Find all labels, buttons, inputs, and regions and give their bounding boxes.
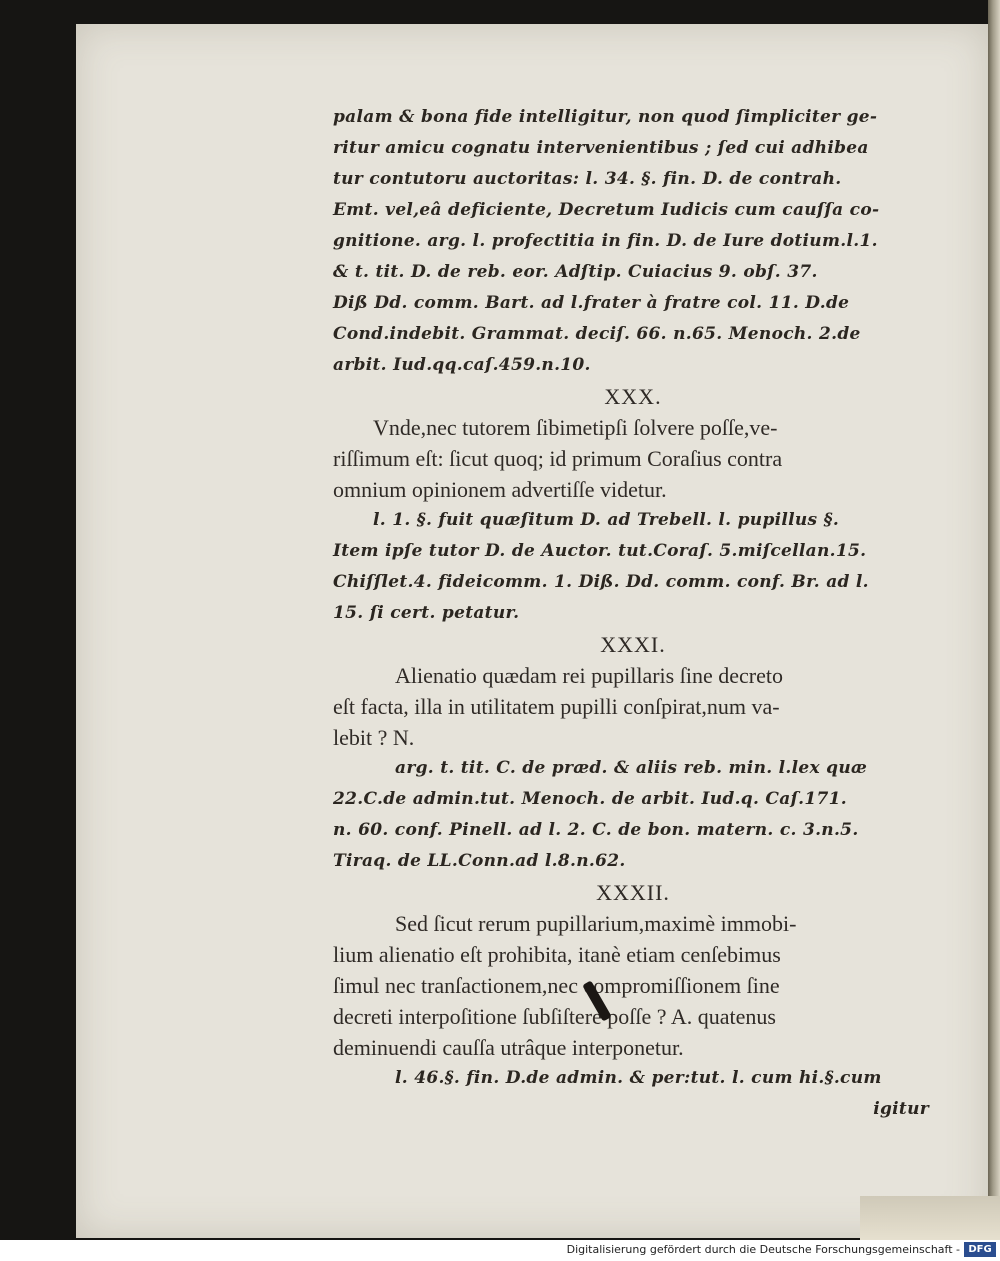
page-edge-right <box>988 0 1000 1240</box>
page-text <box>333 102 933 1125</box>
citation-line: Chiſſlet.4. fideicomm. 1. Diß. Dd. comm. conf. Br. ad l. <box>333 572 869 592</box>
citation-line: 22.C.de admin.tut. Menoch. de arbit. Iud.q. Caſ.171. <box>333 789 848 809</box>
citation-line: 15. ſi cert. petatur. <box>333 603 520 623</box>
citation-line: gnitione. arg. l. profectitia in fin. D. de Iure dotium.l.1. <box>333 231 878 251</box>
citation-line: l. 46.§. fin. D.de admin. & per:tut. l. cum hi.§.cum <box>395 1068 882 1088</box>
citation-line: l. 1. §. fuit quæſitum D. ad Trebell. l. pupillus §. <box>373 510 840 530</box>
text-line: Vnde,nec tutorem ſibimetipſi ſolvere poſſe,ve- <box>373 415 778 440</box>
citation-line: n. 60. conf. Pinell. ad l. 2. C. de bon. matern. c. 3.n.5. <box>333 820 859 840</box>
text-line: riſſimum eſt: ſicut quoq; id primum Coraſius contra <box>333 446 783 471</box>
citation-line: Cond.indebit. Grammat. deciſ. 66. n.65. Menoch. 2.de <box>333 324 861 344</box>
text-line: Alienatio quædam rei pupillaris ſine decreto <box>395 663 783 688</box>
citation-line: Diß Dd. comm. Bart. ad l.frater à fratre col. 11. D.de <box>333 293 850 313</box>
text-line: deminuendi cauſſa utrâque interponetur. <box>333 1035 684 1060</box>
page-edge-bottom <box>860 1196 1000 1240</box>
citation-line: ritur amicu cognatu intervenientibus ; ſed cui adhibea <box>333 138 869 158</box>
citation-line: palam & bona fide intelligitur, non quod ſimpliciter ge- <box>333 107 878 127</box>
citation-line: arbit. Iud.qq.caſ.459.n.10. <box>333 355 591 375</box>
citation-line: Emt. vel,eâ deficiente, Decretum Iudicis cum cauſſa co- <box>333 200 880 220</box>
section-heading: XXXII. <box>596 880 670 905</box>
citation-line: igitur <box>873 1099 929 1119</box>
text-line: ſimul nec tranſactionem,nec compromiſſionem ſine <box>333 973 780 998</box>
section-heading: XXXI. <box>600 632 666 657</box>
text-line: Sed ſicut rerum pupillarium,maximè immobi- <box>395 911 797 936</box>
text-line: eſt facta, illa in utilitatem pupilli conſpirat,num va- <box>333 694 780 719</box>
section-heading: XXX. <box>604 384 662 409</box>
text-line: lebit ? N. <box>333 725 415 750</box>
dfg-logo: DFG <box>964 1242 996 1257</box>
funding-credit: Digitalisierung gefördert durch die Deutsche Forschungsgemeinschaft - <box>566 1243 960 1256</box>
citation-line: & t. tit. D. de reb. eor. Adſtip. Cuiacius 9. obſ. 37. <box>333 262 818 282</box>
citation-line: Item ipſe tutor D. de Auctor. tut.Coraſ. 5.miſcellan.15. <box>333 541 867 561</box>
footer-bar <box>0 1240 1000 1261</box>
text-line: lium alienatio eſt prohibita, itanè etiam cenſebimus <box>333 942 781 967</box>
citation-line: Tiraq. de LL.Conn.ad l.8.n.62. <box>333 851 626 871</box>
citation-line: tur contutoru auctoritas: l. 34. §. fin. D. de contrah. <box>333 169 842 189</box>
text-line: decreti interpoſitione ſubſiſtere poſſe ? A. quatenus <box>333 1004 776 1029</box>
text-line: omnium opinionem advertiſſe videtur. <box>333 477 667 502</box>
citation-line: arg. t. tit. C. de præd. & aliis reb. min. l.lex quæ <box>395 758 868 778</box>
